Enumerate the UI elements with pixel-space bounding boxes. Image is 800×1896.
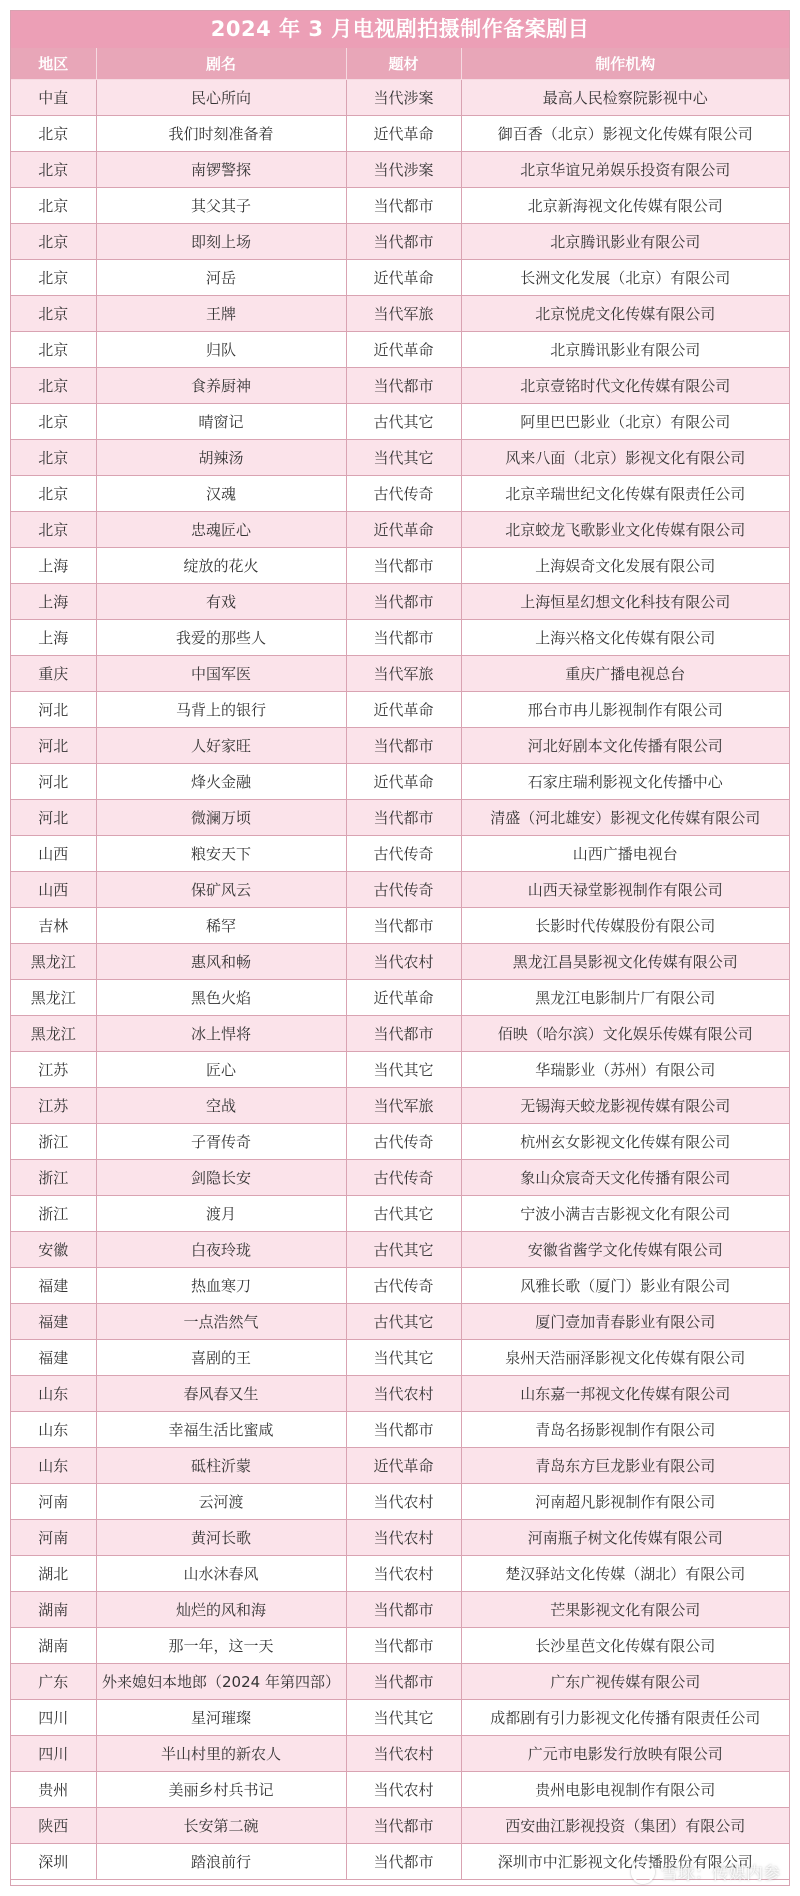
cell-title: 保矿风云 — [96, 872, 346, 908]
table-row — [11, 1448, 789, 1484]
cell-title: 归队 — [96, 332, 346, 368]
cell-genre: 古代其它 — [346, 1232, 461, 1268]
snowball-logo-icon — [631, 1860, 655, 1884]
table-row — [11, 260, 789, 296]
cell-region: 江苏 — [11, 1052, 96, 1088]
cell-producer: 泉州天浩丽泽影视文化传媒有限公司 — [461, 1340, 789, 1376]
cell-region: 中直 — [11, 80, 96, 116]
table-row — [11, 836, 789, 872]
cell-region: 湖北 — [11, 1556, 96, 1592]
cell-genre: 当代都市 — [346, 548, 461, 584]
cell-genre: 近代革命 — [346, 116, 461, 152]
cell-genre: 古代传奇 — [346, 1160, 461, 1196]
cell-genre: 当代农村 — [346, 1556, 461, 1592]
table-row — [11, 1268, 789, 1304]
cell-region: 福建 — [11, 1268, 96, 1304]
cell-title: 星河璀璨 — [96, 1700, 346, 1736]
cell-region: 黑龙江 — [11, 944, 96, 980]
cell-region: 湖南 — [11, 1592, 96, 1628]
cell-region: 浙江 — [11, 1124, 96, 1160]
cell-producer: 邢台市冉儿影视制作有限公司 — [461, 692, 789, 728]
cell-producer: 最高人民检察院影视中心 — [461, 80, 789, 116]
cell-producer: 上海恒星幻想文化科技有限公司 — [461, 584, 789, 620]
cell-region: 安徽 — [11, 1232, 96, 1268]
cell-genre: 近代革命 — [346, 1448, 461, 1484]
cell-genre: 近代革命 — [346, 512, 461, 548]
table-row — [11, 152, 789, 188]
cell-producer: 广元市电影发行放映有限公司 — [461, 1736, 789, 1772]
table-row — [11, 1016, 789, 1052]
drama-registration-table — [11, 48, 789, 1880]
cell-producer: 西安曲江影视投资（集团）有限公司 — [461, 1808, 789, 1844]
cell-producer: 宁波小满吉吉影视文化有限公司 — [461, 1196, 789, 1232]
cell-genre: 当代都市 — [346, 908, 461, 944]
cell-region: 重庆 — [11, 656, 96, 692]
cell-producer: 长沙星芭文化传媒有限公司 — [461, 1628, 789, 1664]
cell-producer: 阿里巴巴影业（北京）有限公司 — [461, 404, 789, 440]
cell-genre: 当代军旅 — [346, 656, 461, 692]
table-row — [11, 548, 789, 584]
cell-genre: 近代革命 — [346, 980, 461, 1016]
cell-title: 粮安天下 — [96, 836, 346, 872]
table-row — [11, 1664, 789, 1700]
cell-region: 黑龙江 — [11, 1016, 96, 1052]
table-row — [11, 1556, 789, 1592]
cell-region: 北京 — [11, 116, 96, 152]
cell-genre: 当代军旅 — [346, 1088, 461, 1124]
cell-region: 上海 — [11, 620, 96, 656]
table-row — [11, 1772, 789, 1808]
cell-region: 北京 — [11, 404, 96, 440]
cell-producer: 清盛（河北雄安）影视文化传媒有限公司 — [461, 800, 789, 836]
cell-genre: 当代农村 — [346, 1376, 461, 1412]
cell-genre: 古代传奇 — [346, 1268, 461, 1304]
cell-title: 热血寒刀 — [96, 1268, 346, 1304]
cell-genre: 当代农村 — [346, 944, 461, 980]
cell-title: 绽放的花火 — [96, 548, 346, 584]
cell-genre: 当代都市 — [346, 584, 461, 620]
cell-title: 渡月 — [96, 1196, 346, 1232]
cell-title: 汉魂 — [96, 476, 346, 512]
cell-producer: 安徽省酱学文化传媒有限公司 — [461, 1232, 789, 1268]
cell-genre: 当代都市 — [346, 1664, 461, 1700]
cell-producer: 黑龙江昌昊影视文化传媒有限公司 — [461, 944, 789, 980]
cell-region: 北京 — [11, 296, 96, 332]
cell-region: 河北 — [11, 692, 96, 728]
table-row — [11, 1484, 789, 1520]
cell-producer: 北京壹铭时代文化传媒有限公司 — [461, 368, 789, 404]
cell-region: 河北 — [11, 728, 96, 764]
cell-genre: 当代其它 — [346, 1340, 461, 1376]
table-row — [11, 800, 789, 836]
cell-title: 马背上的银行 — [96, 692, 346, 728]
cell-title: 惠风和畅 — [96, 944, 346, 980]
cell-genre: 近代革命 — [346, 764, 461, 800]
cell-producer: 山西天禄堂影视制作有限公司 — [461, 872, 789, 908]
cell-genre: 当代农村 — [346, 1484, 461, 1520]
header-row — [11, 48, 789, 80]
cell-producer: 上海娱奇文化发展有限公司 — [461, 548, 789, 584]
column-header-producer: 制作机构 — [461, 48, 789, 80]
cell-producer: 山东嘉一邦视文化传媒有限公司 — [461, 1376, 789, 1412]
table-row — [11, 1376, 789, 1412]
cell-genre: 当代都市 — [346, 1592, 461, 1628]
table-row — [11, 1232, 789, 1268]
table-row — [11, 404, 789, 440]
cell-genre: 当代农村 — [346, 1520, 461, 1556]
table-row — [11, 1196, 789, 1232]
cell-title: 灿烂的风和海 — [96, 1592, 346, 1628]
cell-title: 我爱的那些人 — [96, 620, 346, 656]
cell-producer: 石家庄瑞利影视文化传播中心 — [461, 764, 789, 800]
table-row — [11, 332, 789, 368]
cell-title: 有戏 — [96, 584, 346, 620]
cell-title: 河岳 — [96, 260, 346, 296]
cell-producer: 北京新海视文化传媒有限公司 — [461, 188, 789, 224]
cell-region: 四川 — [11, 1700, 96, 1736]
cell-title: 喜剧的王 — [96, 1340, 346, 1376]
cell-title: 我们时刻准备着 — [96, 116, 346, 152]
cell-genre: 当代都市 — [346, 1412, 461, 1448]
cell-region: 河北 — [11, 800, 96, 836]
table-row — [11, 980, 789, 1016]
cell-producer: 华瑞影业（苏州）有限公司 — [461, 1052, 789, 1088]
cell-producer: 象山众宸奇天文化传播有限公司 — [461, 1160, 789, 1196]
cell-title: 春风春又生 — [96, 1376, 346, 1412]
table-row — [11, 368, 789, 404]
cell-region: 山东 — [11, 1376, 96, 1412]
cell-genre: 古代传奇 — [346, 836, 461, 872]
cell-producer: 楚汉驿站文化传媒（湖北）有限公司 — [461, 1556, 789, 1592]
cell-region: 深圳 — [11, 1844, 96, 1880]
cell-title: 晴窗记 — [96, 404, 346, 440]
cell-region: 北京 — [11, 332, 96, 368]
cell-producer: 青岛东方巨龙影业有限公司 — [461, 1448, 789, 1484]
cell-region: 北京 — [11, 188, 96, 224]
table-row — [11, 872, 789, 908]
table-row — [11, 188, 789, 224]
cell-producer: 河南超凡影视制作有限公司 — [461, 1484, 789, 1520]
cell-genre: 当代涉案 — [346, 152, 461, 188]
cell-producer: 长影时代传媒股份有限公司 — [461, 908, 789, 944]
cell-producer: 北京华谊兄弟娱乐投资有限公司 — [461, 152, 789, 188]
cell-producer: 北京蛟龙飞歌影业文化传媒有限公司 — [461, 512, 789, 548]
cell-genre: 古代传奇 — [346, 476, 461, 512]
cell-region: 上海 — [11, 548, 96, 584]
table-row — [11, 1700, 789, 1736]
cell-title: 山水沐春风 — [96, 1556, 346, 1592]
cell-title: 王牌 — [96, 296, 346, 332]
table-row — [11, 1808, 789, 1844]
cell-region: 河北 — [11, 764, 96, 800]
cell-title: 黑色火焰 — [96, 980, 346, 1016]
cell-title: 中国军医 — [96, 656, 346, 692]
cell-title: 即刻上场 — [96, 224, 346, 260]
cell-region: 湖南 — [11, 1628, 96, 1664]
table-row — [11, 440, 789, 476]
cell-genre: 当代都市 — [346, 800, 461, 836]
cell-producer: 杭州玄女影视文化传媒有限公司 — [461, 1124, 789, 1160]
cell-genre: 古代其它 — [346, 1196, 461, 1232]
table-row — [11, 1592, 789, 1628]
cell-region: 四川 — [11, 1736, 96, 1772]
cell-producer: 河北好剧本文化传播有限公司 — [461, 728, 789, 764]
cell-producer: 北京悦虎文化传媒有限公司 — [461, 296, 789, 332]
cell-title: 稀罕 — [96, 908, 346, 944]
column-header-title: 剧名 — [96, 48, 346, 80]
cell-genre: 当代都市 — [346, 1808, 461, 1844]
table-row — [11, 620, 789, 656]
cell-region: 陕西 — [11, 1808, 96, 1844]
cell-region: 北京 — [11, 440, 96, 476]
cell-region: 江苏 — [11, 1088, 96, 1124]
cell-genre: 古代其它 — [346, 1304, 461, 1340]
table-row — [11, 908, 789, 944]
cell-producer: 佰映（哈尔滨）文化娱乐传媒有限公司 — [461, 1016, 789, 1052]
cell-producer: 无锡海天蛟龙影视传媒有限公司 — [461, 1088, 789, 1124]
cell-region: 福建 — [11, 1340, 96, 1376]
cell-region: 山西 — [11, 836, 96, 872]
cell-genre: 当代都市 — [346, 620, 461, 656]
table-row — [11, 1088, 789, 1124]
cell-region: 浙江 — [11, 1160, 96, 1196]
cell-producer: 黑龙江电影制片厂有限公司 — [461, 980, 789, 1016]
cell-producer: 贵州电影电视制作有限公司 — [461, 1772, 789, 1808]
cell-title: 忠魂匠心 — [96, 512, 346, 548]
watermark — [631, 1859, 780, 1884]
cell-title: 一点浩然气 — [96, 1304, 346, 1340]
cell-title: 烽火金融 — [96, 764, 346, 800]
cell-title: 长安第二碗 — [96, 1808, 346, 1844]
cell-producer: 北京腾讯影业有限公司 — [461, 332, 789, 368]
cell-genre: 当代涉案 — [346, 80, 461, 116]
cell-producer: 广东广视传媒有限公司 — [461, 1664, 789, 1700]
cell-producer: 芒果影视文化有限公司 — [461, 1592, 789, 1628]
table-row — [11, 476, 789, 512]
cell-genre: 当代其它 — [346, 1052, 461, 1088]
cell-title: 人好家旺 — [96, 728, 346, 764]
cell-title: 半山村里的新农人 — [96, 1736, 346, 1772]
cell-genre: 当代军旅 — [346, 296, 461, 332]
table-row — [11, 1304, 789, 1340]
table-row — [11, 512, 789, 548]
cell-producer: 上海兴格文化传媒有限公司 — [461, 620, 789, 656]
table-row — [11, 296, 789, 332]
registration-table-sheet — [10, 10, 790, 1886]
cell-region: 福建 — [11, 1304, 96, 1340]
cell-title: 民心所向 — [96, 80, 346, 116]
table-row — [11, 728, 789, 764]
cell-producer: 成都剧有引力影视文化传播有限责任公司 — [461, 1700, 789, 1736]
table-row — [11, 116, 789, 152]
cell-title: 白夜玲珑 — [96, 1232, 346, 1268]
cell-producer: 北京腾讯影业有限公司 — [461, 224, 789, 260]
cell-region: 上海 — [11, 584, 96, 620]
cell-genre: 近代革命 — [346, 332, 461, 368]
cell-title: 黄河长歌 — [96, 1520, 346, 1556]
cell-region: 北京 — [11, 368, 96, 404]
cell-genre: 古代传奇 — [346, 1124, 461, 1160]
table-row — [11, 80, 789, 116]
table-row — [11, 944, 789, 980]
table-row — [11, 1628, 789, 1664]
cell-region: 北京 — [11, 152, 96, 188]
cell-region: 广东 — [11, 1664, 96, 1700]
cell-region: 浙江 — [11, 1196, 96, 1232]
cell-genre: 当代农村 — [346, 1772, 461, 1808]
table-row — [11, 692, 789, 728]
cell-region: 山西 — [11, 872, 96, 908]
cell-genre: 当代都市 — [346, 1844, 461, 1880]
cell-region: 山东 — [11, 1412, 96, 1448]
cell-region: 贵州 — [11, 1772, 96, 1808]
cell-producer: 风雅长歌（厦门）影业有限公司 — [461, 1268, 789, 1304]
cell-genre: 当代都市 — [346, 1628, 461, 1664]
cell-producer: 山西广播电视台 — [461, 836, 789, 872]
cell-genre: 当代其它 — [346, 1700, 461, 1736]
cell-genre: 当代都市 — [346, 1016, 461, 1052]
cell-region: 北京 — [11, 260, 96, 296]
table-row — [11, 1052, 789, 1088]
cell-producer: 风来八面（北京）影视文化有限公司 — [461, 440, 789, 476]
cell-producer: 河南瓶子树文化传媒有限公司 — [461, 1520, 789, 1556]
cell-region: 黑龙江 — [11, 980, 96, 1016]
cell-title: 美丽乡村兵书记 — [96, 1772, 346, 1808]
table-row — [11, 656, 789, 692]
cell-title: 幸福生活比蜜咸 — [96, 1412, 346, 1448]
cell-region: 河南 — [11, 1484, 96, 1520]
cell-title: 其父其子 — [96, 188, 346, 224]
watermark-text: 雪球：传媒内参 — [661, 1864, 780, 1884]
cell-title: 南锣警探 — [96, 152, 346, 188]
cell-title: 食养厨神 — [96, 368, 346, 404]
table-body — [11, 80, 789, 1880]
table-title: 2024 年 3 月电视剧拍摄制作备案剧目 — [11, 11, 789, 48]
cell-genre: 古代其它 — [346, 404, 461, 440]
cell-title: 云河渡 — [96, 1484, 346, 1520]
column-header-region: 地区 — [11, 48, 96, 80]
cell-title: 胡辣汤 — [96, 440, 346, 476]
table-row — [11, 1160, 789, 1196]
cell-title: 剑隐长安 — [96, 1160, 346, 1196]
table-row — [11, 1736, 789, 1772]
cell-region: 北京 — [11, 512, 96, 548]
cell-title: 砥柱沂蒙 — [96, 1448, 346, 1484]
cell-region: 北京 — [11, 476, 96, 512]
cell-genre: 近代革命 — [346, 260, 461, 296]
cell-genre: 当代其它 — [346, 440, 461, 476]
cell-genre: 当代都市 — [346, 224, 461, 260]
cell-producer: 深圳市中汇影视文化传播股份有限公司 — [461, 1844, 789, 1880]
table-row — [11, 1520, 789, 1556]
cell-title: 匠心 — [96, 1052, 346, 1088]
cell-region: 吉林 — [11, 908, 96, 944]
table-row — [11, 1340, 789, 1376]
cell-producer: 重庆广播电视总台 — [461, 656, 789, 692]
cell-producer: 厦门壹加青春影业有限公司 — [461, 1304, 789, 1340]
cell-region: 山东 — [11, 1448, 96, 1484]
cell-title: 那一年，这一天 — [96, 1628, 346, 1664]
cell-genre: 当代都市 — [346, 188, 461, 224]
cell-genre: 近代革命 — [346, 692, 461, 728]
cell-genre: 当代农村 — [346, 1736, 461, 1772]
cell-title: 微澜万顷 — [96, 800, 346, 836]
cell-producer: 青岛名扬影视制作有限公司 — [461, 1412, 789, 1448]
table-row — [11, 764, 789, 800]
table-row — [11, 1124, 789, 1160]
table-row — [11, 1412, 789, 1448]
cell-title: 外来媳妇本地郎（2024 年第四部） — [96, 1664, 346, 1700]
cell-title: 冰上悍将 — [96, 1016, 346, 1052]
cell-title: 踏浪前行 — [96, 1844, 346, 1880]
table-row — [11, 584, 789, 620]
column-header-genre: 题材 — [346, 48, 461, 80]
cell-title: 子胥传奇 — [96, 1124, 346, 1160]
cell-genre: 当代都市 — [346, 728, 461, 764]
cell-region: 河南 — [11, 1520, 96, 1556]
cell-genre: 古代传奇 — [346, 872, 461, 908]
cell-title: 空战 — [96, 1088, 346, 1124]
cell-producer: 御百香（北京）影视文化传媒有限公司 — [461, 116, 789, 152]
cell-producer: 北京辛瑞世纪文化传媒有限责任公司 — [461, 476, 789, 512]
cell-region: 北京 — [11, 224, 96, 260]
table-row — [11, 224, 789, 260]
cell-producer: 长洲文化发展（北京）有限公司 — [461, 260, 789, 296]
cell-genre: 当代都市 — [346, 368, 461, 404]
